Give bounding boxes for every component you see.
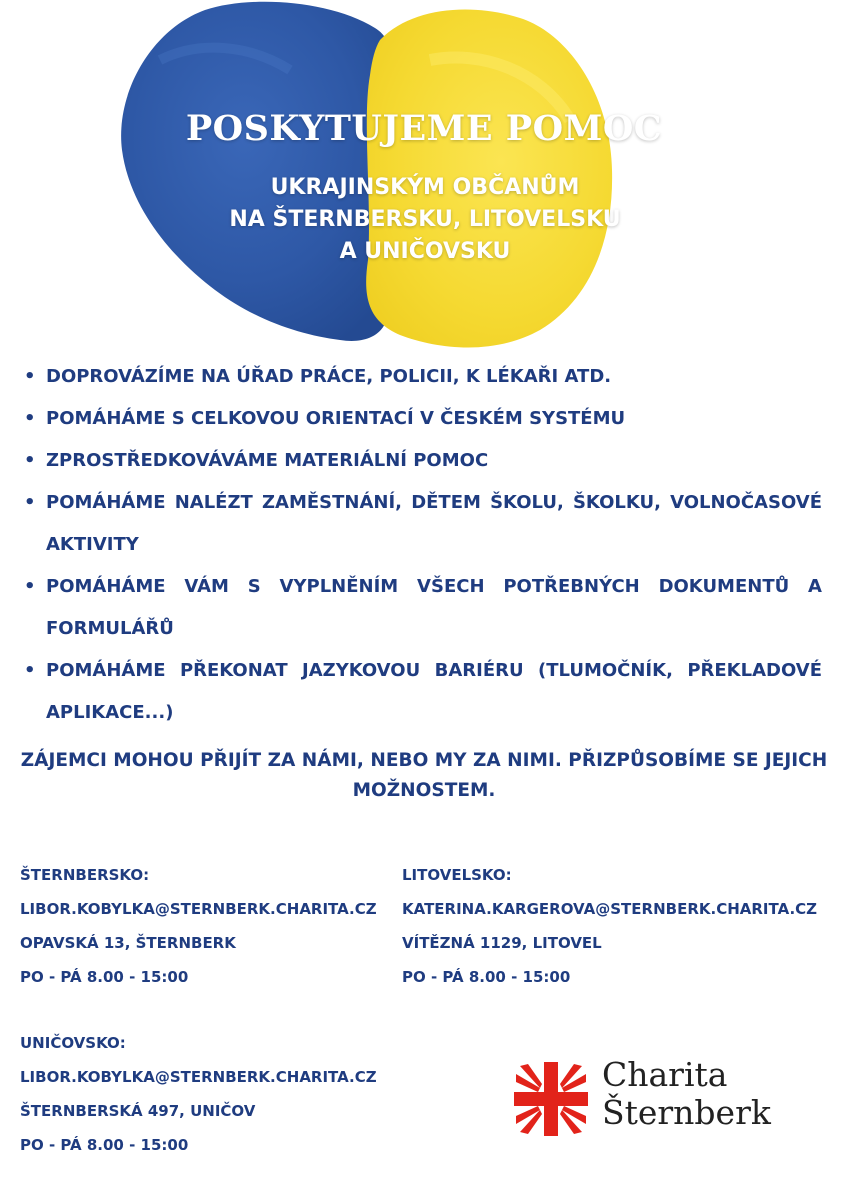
service-item: • POMÁHÁME VÁM S VYPLNĚNÍM VŠECH POTŘEBNÝCH DOKUMENTŮ A FORMULÁŘŮ [22,566,822,650]
service-item: • POMÁHÁME S CELKOVOU ORIENTACÍ V ČESKÉM SYSTÉMU [22,398,822,440]
contact-unicovsko [20,1026,377,1162]
subtitle-line: A UNIČOVSKU [339,239,511,264]
contact-hours: PO - PÁ 8.00 - 15:00 [20,968,189,986]
contact-litovelsko [402,858,817,994]
contact-region: ŠTERNBERSKO: [20,866,150,884]
contact-hours: PO - PÁ 8.00 - 15:00 [20,1136,189,1154]
notice-text: ZÁJEMCI MOHOU PŘIJÍT ZA NÁMI, NEBO MY ZA NIMI. PŘIZPŮSOBÍME SE JEJICH MOŽNOSTEM. [20,750,828,801]
service-item: • POMÁHÁME NALÉZT ZAMĚSTNÁNÍ, DĚTEM ŠKOLU, ŠKOLKU, VOLNOČASOVÉ AKTIVITY [22,482,822,566]
charita-cross-icon [510,1058,592,1140]
contact-email[interactable]: KATERINA.KARGEROVA@STERNBERK.CHARITA.CZ [402,900,818,918]
contact-region: LITOVELSKO: [402,866,512,884]
hero-banner [0,0,848,350]
service-item: • DOPROVÁZÍME NA ÚŘAD PRÁCE, POLICII, K LÉKAŘI ATD. [22,356,822,398]
contact-address: ŠTERNBERSKÁ 497, UNIČOV [20,1102,256,1120]
contact-hours: PO - PÁ 8.00 - 15:00 [402,968,571,986]
page-subtitle [150,172,700,268]
logo-line1: Charita [602,1055,728,1094]
contact-sternbersko [20,858,377,994]
service-item: • ZPROSTŘEDKOVÁVÁME MATERIÁLNÍ POMOC [22,440,822,482]
subtitle-line: UKRAJINSKÝM OBČANŮM [270,175,580,200]
subtitle-line: NA ŠTERNBERSKU, LITOVELSKU [229,207,621,232]
service-item: • POMÁHÁME PŘEKONAT JAZYKOVOU BARIÉRU (TLUMOČNÍK, PŘEKLADOVÉ APLIKACE...) [22,650,822,734]
contact-email[interactable]: LIBOR.KOBYLKA@STERNBERK.CHARITA.CZ [20,900,377,918]
contact-address: OPAVSKÁ 13, ŠTERNBERK [20,934,236,952]
page-title: POSKYTUJEME POMOC [185,108,663,149]
contact-email[interactable]: LIBOR.KOBYLKA@STERNBERK.CHARITA.CZ [20,1068,377,1086]
contact-address: VÍTĚZNÁ 1129, LITOVEL [402,934,602,952]
logo-line2: Šternberk [602,1093,771,1132]
logo-text [602,1056,771,1132]
charita-logo [510,1052,810,1152]
contact-region: UNIČOVSKO: [20,1034,126,1052]
services-list [22,356,822,734]
